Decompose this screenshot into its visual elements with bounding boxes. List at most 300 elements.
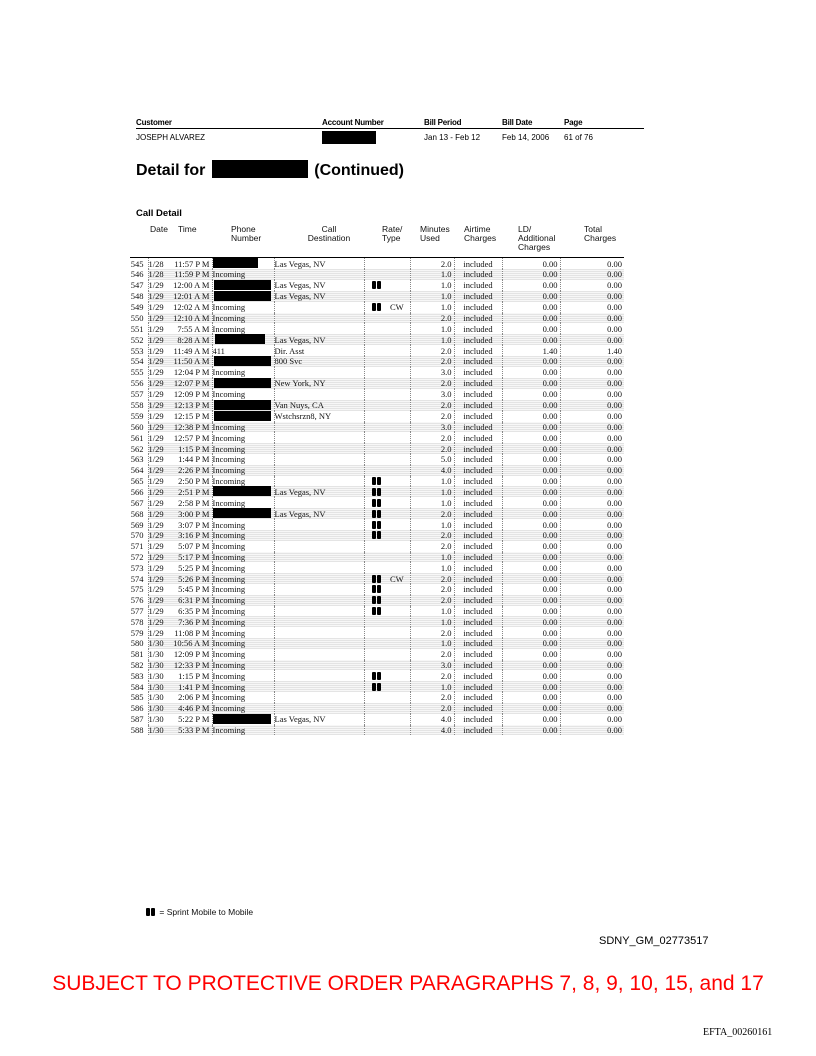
table-row — [130, 725, 624, 736]
minutes-used: 2.0 — [410, 649, 454, 660]
total-charges: 0.00 — [560, 616, 624, 627]
call-date: 1/29 — [148, 323, 170, 334]
table-row — [130, 454, 624, 465]
row-number: 566 — [130, 486, 144, 497]
ld-charges: 0.00 — [502, 323, 560, 334]
ld-charges: 0.00 — [502, 258, 560, 270]
sprint-mobile-to-mobile-icon — [371, 521, 383, 529]
table-row — [130, 258, 624, 270]
row-number: 577 — [130, 605, 144, 616]
total-charges: 0.00 — [560, 422, 624, 433]
minutes-used: 2.0 — [410, 411, 454, 422]
phone-redaction — [214, 291, 271, 301]
detail-title-suffix: (Continued) — [314, 162, 404, 179]
ld-charges: 0.00 — [502, 508, 560, 519]
row-number: 579 — [130, 627, 144, 638]
minutes-used: 2.0 — [410, 541, 454, 552]
table-row — [130, 269, 624, 280]
total-charges: 0.00 — [560, 649, 624, 660]
call-date: 1/29 — [148, 302, 170, 313]
phone-number: Incoming — [212, 389, 274, 400]
total-charges: 0.00 — [560, 476, 624, 487]
sprint-mobile-to-mobile-icon — [371, 607, 383, 615]
rate — [364, 422, 390, 433]
call-destination: Van Nuys, CA — [274, 400, 364, 411]
call-date: 1/29 — [148, 389, 170, 400]
minutes-used: 1.0 — [410, 552, 454, 563]
call-date: 1/30 — [148, 670, 170, 681]
rate — [364, 595, 390, 606]
phone-number: Incoming — [212, 454, 274, 465]
call-date: 1/29 — [148, 334, 170, 345]
table-row — [130, 541, 624, 552]
minutes-used: 4.0 — [410, 465, 454, 476]
rate — [364, 400, 390, 411]
airtime-charges: included — [454, 269, 502, 280]
total-charges: 0.00 — [560, 334, 624, 345]
call-date: 1/29 — [148, 400, 170, 411]
table-row — [130, 573, 624, 584]
ld-charges: 0.00 — [502, 465, 560, 476]
phone-number: Incoming — [212, 681, 274, 692]
customer-name: JOSEPH ALVAREZ — [136, 133, 206, 142]
phone-number: Incoming — [212, 692, 274, 703]
call-destination — [274, 389, 364, 400]
rate — [364, 638, 390, 649]
minutes-used: 2.0 — [410, 443, 454, 454]
phone-number: Incoming — [212, 432, 274, 443]
total-charges: 0.00 — [560, 313, 624, 324]
minutes-used: 1.0 — [410, 616, 454, 627]
call-date: 1/30 — [148, 681, 170, 692]
call-time: 12:57 P M — [173, 432, 210, 443]
airtime-charges: included — [454, 552, 502, 563]
call-time: 4:46 P M — [170, 703, 212, 714]
table-row — [130, 280, 624, 291]
call-date: 1/30 — [148, 660, 170, 671]
rate — [364, 345, 390, 356]
row-number: 573 — [130, 562, 144, 573]
call-destination — [274, 703, 364, 714]
total-charges: 0.00 — [560, 465, 624, 476]
call-type — [390, 465, 410, 476]
ld-charges: 0.00 — [502, 627, 560, 638]
airtime-charges: included — [454, 725, 502, 736]
call-date: 1/29 — [148, 465, 170, 476]
row-number: 575 — [130, 584, 144, 595]
ld-charges: 0.00 — [502, 378, 560, 389]
minutes-used: 1.0 — [410, 486, 454, 497]
ld-charges: 0.00 — [502, 530, 560, 541]
call-destination — [274, 497, 364, 508]
ld-charges: 0.00 — [502, 422, 560, 433]
rate — [364, 476, 390, 487]
phone-number: Incoming — [212, 562, 274, 573]
call-type — [390, 562, 410, 573]
call-date: 1/29 — [148, 432, 170, 443]
rate — [364, 725, 390, 736]
ld-charges: 0.00 — [502, 681, 560, 692]
airtime-charges: included — [454, 465, 502, 476]
ld-charges: 0.00 — [502, 411, 560, 422]
call-time: 5:07 P M — [178, 541, 210, 552]
call-time: 10:56 A M — [170, 638, 212, 649]
table-row — [130, 530, 624, 541]
airtime-charges: included — [454, 454, 502, 465]
call-time: 7:55 A M — [177, 323, 210, 334]
ld-charges: 0.00 — [502, 367, 560, 378]
phone-number: Incoming — [212, 465, 274, 476]
call-destination — [274, 606, 364, 617]
sprint-mobile-to-mobile-icon — [371, 683, 383, 691]
rate — [364, 541, 390, 552]
sprint-mobile-to-mobile-icon — [371, 488, 383, 496]
call-type — [390, 670, 410, 681]
call-time: 12:00 A M — [173, 280, 210, 291]
phone-number: Incoming — [212, 497, 274, 508]
call-type — [390, 389, 410, 400]
call-time: 12:09 P M — [173, 649, 210, 660]
row-number: 548 — [130, 291, 144, 302]
minutes-used: 2.0 — [410, 400, 454, 411]
call-time: 12:09 P M — [173, 389, 210, 400]
table-row — [130, 638, 624, 649]
table-row — [130, 692, 624, 703]
table-row — [130, 367, 624, 378]
table-row — [130, 660, 624, 671]
call-destination — [274, 367, 364, 378]
col-destination: Call Destination — [307, 224, 351, 243]
total-charges: 0.00 — [560, 454, 624, 465]
call-destination — [274, 552, 364, 563]
ld-charges: 0.00 — [502, 562, 560, 573]
minutes-used: 2.0 — [410, 345, 454, 356]
ld-charges: 0.00 — [502, 573, 560, 584]
airtime-charges: included — [454, 258, 502, 270]
call-destination — [274, 681, 364, 692]
row-number: 559 — [130, 411, 144, 422]
rate — [364, 649, 390, 660]
call-type — [390, 291, 410, 302]
phone-number: Incoming — [212, 313, 274, 324]
call-type: CW — [390, 302, 404, 313]
row-number: 563 — [130, 454, 144, 465]
rate — [364, 367, 390, 378]
call-type — [390, 627, 410, 638]
call-date: 1/29 — [148, 367, 170, 378]
call-destination: Las Vegas, NV — [274, 291, 364, 302]
rate — [364, 508, 390, 519]
phone-redaction — [214, 280, 271, 290]
airtime-charges: included — [454, 670, 502, 681]
rate — [364, 269, 390, 280]
airtime-charges: included — [454, 638, 502, 649]
call-type — [390, 432, 410, 443]
call-time: 11:08 P M — [174, 627, 210, 638]
call-destination: Las Vegas, NV — [274, 714, 364, 725]
detail-title — [136, 160, 404, 180]
ld-charges: 0.00 — [502, 714, 560, 725]
call-type — [390, 258, 410, 270]
legend-text: = Sprint Mobile to Mobile — [159, 907, 254, 917]
rate — [364, 356, 390, 367]
minutes-used: 1.0 — [410, 562, 454, 573]
call-date: 1/29 — [148, 454, 170, 465]
call-type — [390, 519, 410, 530]
phone-redaction — [215, 334, 265, 344]
call-time: 12:38 P M — [170, 422, 212, 433]
minutes-used: 1.0 — [410, 681, 454, 692]
total-charges: 0.00 — [560, 269, 624, 280]
row-number: 556 — [130, 378, 144, 389]
phone-number: 411 — [212, 345, 274, 356]
airtime-charges: included — [454, 302, 502, 313]
airtime-charges: included — [454, 476, 502, 487]
row-number: 546 — [130, 269, 144, 280]
call-time: 6:35 P M — [178, 605, 210, 616]
rate — [364, 389, 390, 400]
call-destination — [274, 443, 364, 454]
airtime-charges: included — [454, 497, 502, 508]
call-date: 1/29 — [148, 573, 170, 584]
airtime-charges: included — [454, 486, 502, 497]
airtime-charges: included — [454, 649, 502, 660]
airtime-charges: included — [454, 378, 502, 389]
airtime-charges: included — [454, 573, 502, 584]
call-destination: Las Vegas, NV — [274, 486, 364, 497]
ld-charges: 1.40 — [502, 345, 560, 356]
table-row — [130, 476, 624, 487]
rate — [364, 258, 390, 270]
call-date: 1/29 — [148, 541, 170, 552]
column-headers — [150, 225, 624, 257]
rate — [364, 454, 390, 465]
ld-charges: 0.00 — [502, 670, 560, 681]
phone-number: Incoming — [212, 595, 274, 606]
total-charges: 0.00 — [560, 638, 624, 649]
call-date: 1/30 — [148, 725, 170, 736]
phone-redaction — [214, 411, 271, 421]
row-number: 581 — [130, 649, 144, 660]
call-date: 1/29 — [148, 313, 170, 324]
phone-number — [212, 378, 274, 389]
table-row — [130, 313, 624, 324]
phone-number: Incoming — [212, 541, 274, 552]
call-type — [390, 454, 410, 465]
sprint-mobile-to-mobile-icon — [371, 510, 383, 518]
rate — [364, 497, 390, 508]
row-number: 549 — [130, 302, 144, 313]
phone-number: Incoming — [212, 703, 274, 714]
rate — [364, 486, 390, 497]
call-type — [390, 497, 410, 508]
minutes-used: 2.0 — [410, 573, 454, 584]
airtime-charges: included — [454, 681, 502, 692]
call-time: 1:15 P M — [178, 670, 210, 681]
call-type — [390, 714, 410, 725]
rate — [364, 302, 390, 313]
sprint-mobile-to-mobile-icon — [371, 672, 383, 680]
call-type — [390, 595, 410, 606]
row-number: 570 — [130, 530, 144, 541]
row-number: 564 — [130, 465, 144, 476]
call-destination — [274, 660, 364, 671]
table-row — [130, 334, 624, 345]
total-charges: 0.00 — [560, 497, 624, 508]
call-destination — [274, 313, 364, 324]
table-row — [130, 400, 624, 411]
call-type — [390, 541, 410, 552]
minutes-used: 2.0 — [410, 508, 454, 519]
airtime-charges: included — [454, 411, 502, 422]
call-time: 11:50 A M — [170, 356, 212, 367]
minutes-used: 2.0 — [410, 692, 454, 703]
table-row — [130, 432, 624, 443]
phone-number — [212, 291, 274, 302]
row-number: 576 — [130, 595, 144, 606]
total-charges: 0.00 — [560, 323, 624, 334]
call-time: 12:33 P M — [170, 660, 212, 671]
call-date: 1/29 — [148, 584, 170, 595]
row-number: 550 — [130, 312, 144, 323]
call-destination — [274, 541, 364, 552]
call-time: 7:36 P M — [170, 616, 212, 627]
airtime-charges: included — [454, 692, 502, 703]
minutes-used: 2.0 — [410, 356, 454, 367]
row-number: 572 — [130, 551, 144, 562]
rate — [364, 378, 390, 389]
call-destination: New York, NY — [274, 378, 364, 389]
minutes-used: 1.0 — [410, 606, 454, 617]
phone-number: Incoming — [212, 725, 274, 736]
call-time: 2:50 P M — [178, 475, 210, 486]
call-time: 5:45 P M — [178, 584, 210, 595]
call-date: 1/29 — [148, 486, 170, 497]
call-type — [390, 411, 410, 422]
call-destination — [274, 530, 364, 541]
minutes-used: 2.0 — [410, 313, 454, 324]
total-charges: 0.00 — [560, 280, 624, 291]
row-number: 545 — [130, 258, 148, 270]
total-charges: 0.00 — [560, 356, 624, 367]
call-destination — [274, 323, 364, 334]
call-date: 1/29 — [148, 627, 170, 638]
phone-redaction — [213, 714, 271, 724]
call-destination — [274, 302, 364, 313]
table-row — [130, 670, 624, 681]
call-destination: Wstchsrzn8, NY — [274, 411, 364, 422]
phone-number: Incoming — [212, 670, 274, 681]
call-time: 12:01 A M — [170, 291, 212, 302]
call-type — [390, 345, 410, 356]
total-charges: 0.00 — [560, 432, 624, 443]
customer-label: Customer — [136, 118, 172, 127]
call-time: 12:15 P M — [173, 411, 210, 422]
phone-number: Incoming — [212, 443, 274, 454]
call-date: 1/29 — [148, 356, 170, 367]
call-date: 1/29 — [148, 562, 170, 573]
total-charges: 0.00 — [560, 584, 624, 595]
rate — [364, 519, 390, 530]
row-number: 567 — [130, 497, 144, 508]
call-type — [390, 508, 410, 519]
table-row — [130, 302, 624, 313]
sprint-mobile-to-mobile-icon — [371, 303, 383, 311]
airtime-charges: included — [454, 508, 502, 519]
table-row — [130, 291, 624, 302]
call-date: 1/29 — [148, 476, 170, 487]
call-destination — [274, 562, 364, 573]
airtime-charges: included — [454, 595, 502, 606]
row-number: 551 — [130, 323, 144, 334]
phone-number: Incoming — [212, 573, 274, 584]
account-number-redaction — [322, 131, 376, 144]
minutes-used: 3.0 — [410, 422, 454, 433]
total-charges: 0.00 — [560, 258, 624, 270]
call-date: 1/29 — [148, 616, 170, 627]
total-charges: 0.00 — [560, 508, 624, 519]
table-row — [130, 443, 624, 454]
total-charges: 0.00 — [560, 595, 624, 606]
call-date: 1/30 — [148, 703, 170, 714]
phone-number: Incoming — [212, 476, 274, 487]
call-time: 12:04 P M — [173, 367, 210, 378]
phone-redaction — [213, 508, 271, 518]
minutes-used: 2.0 — [410, 258, 454, 270]
ld-charges: 0.00 — [502, 269, 560, 280]
airtime-charges: included — [454, 530, 502, 541]
col-ld: LD/ Additional Charges — [518, 224, 556, 252]
call-type — [390, 530, 410, 541]
airtime-charges: included — [454, 703, 502, 714]
airtime-charges: included — [454, 367, 502, 378]
rate — [364, 432, 390, 443]
total-charges: 0.00 — [560, 681, 624, 692]
phone-number — [212, 486, 274, 497]
table-row — [130, 584, 624, 595]
page-value: 61 of 76 — [564, 133, 593, 142]
call-destination — [274, 465, 364, 476]
call-time: 3:16 P M — [170, 530, 212, 541]
rate — [364, 660, 390, 671]
sprint-mobile-to-mobile-icon — [371, 585, 383, 593]
minutes-used: 1.0 — [410, 302, 454, 313]
call-destination — [274, 595, 364, 606]
table-row — [130, 323, 624, 334]
call-date: 1/29 — [148, 378, 170, 389]
phone-number: Incoming — [212, 323, 274, 334]
account-column — [322, 118, 384, 146]
bill-header — [136, 118, 644, 150]
table-row — [130, 411, 624, 422]
total-charges: 0.00 — [560, 400, 624, 411]
ld-charges: 0.00 — [502, 638, 560, 649]
rate — [364, 291, 390, 302]
call-type — [390, 269, 410, 280]
bill-date-column — [502, 118, 549, 142]
airtime-charges: included — [454, 389, 502, 400]
call-destination — [274, 573, 364, 584]
document-id: SDNY_GM_02773517 — [599, 935, 709, 947]
call-date: 1/30 — [148, 692, 170, 703]
table-row — [130, 378, 624, 389]
total-charges: 0.00 — [560, 573, 624, 584]
ld-charges: 0.00 — [502, 454, 560, 465]
phone-number — [212, 356, 274, 367]
call-type — [390, 552, 410, 563]
call-date: 1/29 — [148, 530, 170, 541]
minutes-used: 3.0 — [410, 389, 454, 400]
